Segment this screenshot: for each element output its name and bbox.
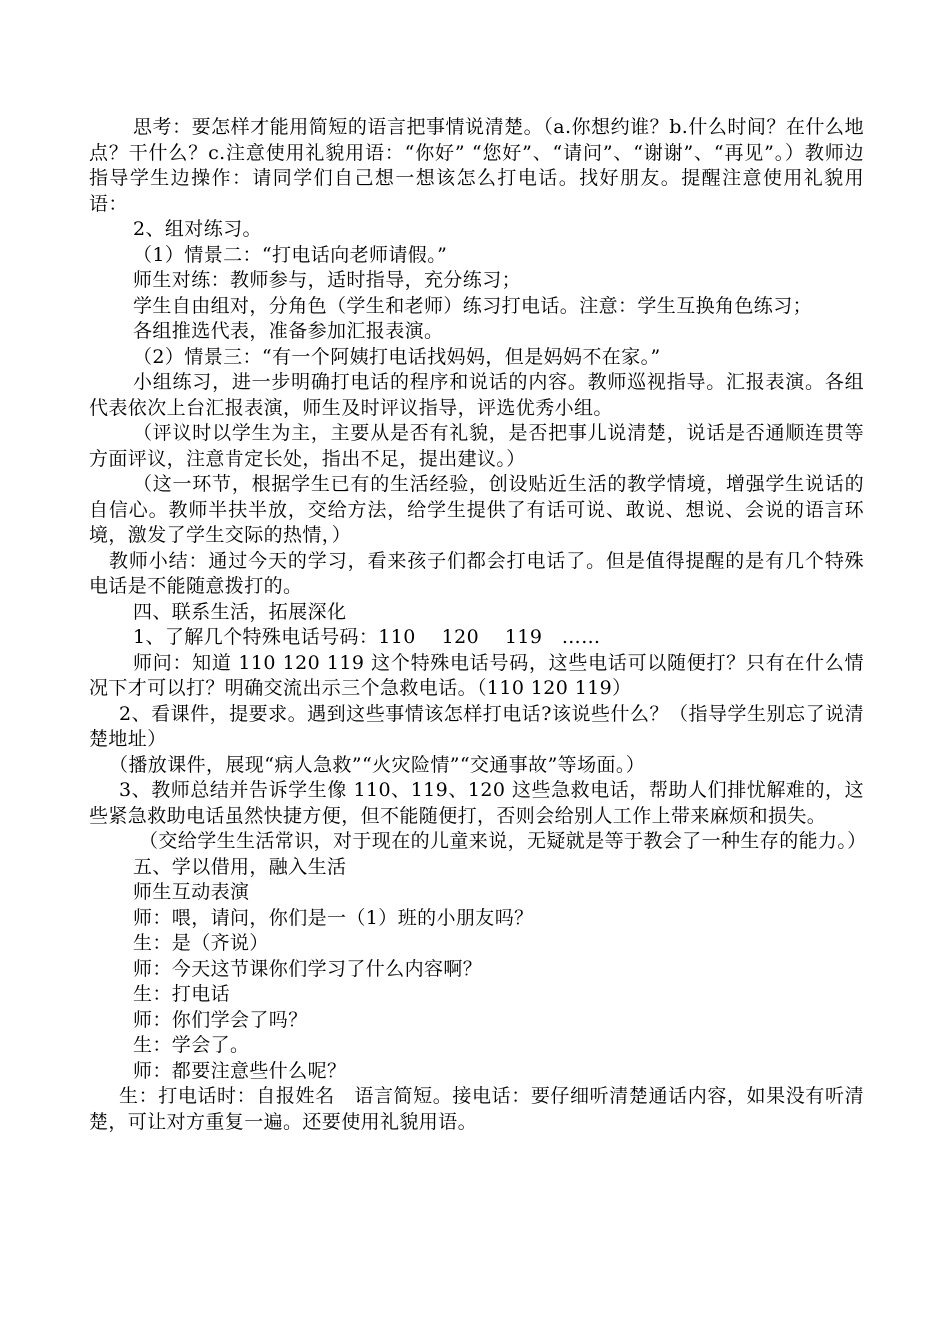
dialogue-line: 师：你们学会了吗？ bbox=[133, 1008, 308, 1031]
paragraph-group-exercise: 小组练习，进一步明确打电话的程序和说话的内容。教师巡视指导。汇报表演。各组代表依次上台汇报表演，师生及时评议指导，评选优秀小组。 bbox=[89, 371, 864, 419]
paragraph-design-note: （这一环节，根据学生已有的生活经验，创设贴近生活的教学情境，增强学生说话的自信心。教师半扶半放，交给方法，给学生提供了有话可说、敢说、想说、会说的语言环境，激发了学生交际的热情，） bbox=[89, 473, 864, 546]
paragraph-emergency-summary: 3、教师总结并告诉学生像 110、119、120 这些急救电话，帮助人们排忧解难的，这些紧急救助电话虽然快捷方便，但不能随便打，否则会给别人工作上带来麻烦和损失。 bbox=[89, 779, 864, 827]
paragraph-play-courseware: （播放课件，展现“病人急救”“火灾险情”“交通事故”等场面。） bbox=[109, 753, 646, 776]
paragraph-special-numbers: 1、了解几个特殊电话号码：110 120 119 …… bbox=[133, 626, 601, 648]
document-body bbox=[89, 115, 867, 1135]
paragraph-free-pairs: 学生自由组对，分角色（学生和老师）练习打电话。注意：学生互换角色练习； bbox=[133, 294, 813, 317]
paragraph-teacher-summary: 教师小结：通过今天的学习，看来孩子们都会打电话了。但是值得提醒的是有几个特殊电话是不能随意拨打的。 bbox=[89, 549, 864, 597]
paragraph-representatives: 各组推选代表，准备参加汇报表演。 bbox=[133, 320, 444, 342]
paragraph-life-knowledge: （交给学生生活常识，对于现在的儿童来说，无疑就是等于教会了一种生存的能力。） bbox=[139, 830, 867, 852]
dialogue-line: 生：是（齐说） bbox=[133, 932, 269, 954]
paragraph-scenario-three: （2）情景三：“有一个阿姨打电话找妈妈，但是妈妈不在家。” bbox=[133, 345, 661, 368]
section-heading-five: 五、学以借用，融入生活 bbox=[133, 855, 347, 878]
dialogue-line: 生：学会了。 bbox=[133, 1034, 250, 1056]
section-heading-four: 四、联系生活，拓展深化 bbox=[133, 600, 347, 623]
dialogue-line: 生：打电话 bbox=[133, 983, 231, 1005]
paragraph-scenario-two: （1）情景二：“打电话向老师请假。” bbox=[133, 243, 448, 266]
paragraph-group-practice: 2、组对练习。 bbox=[133, 218, 262, 240]
dialogue-line-final: 生：打电话时：自报姓名 语言简短。接电话：要仔细听清楚通话内容，如果没有听清楚，可让对方重复一遍。还要使用礼貌用语。 bbox=[89, 1085, 864, 1133]
paragraph-courseware: 2、看课件，提要求。遇到这些事情该怎样打电话?该说些什么？（指导学生别忘了说清楚地址） bbox=[89, 702, 864, 750]
paragraph-teacher-question: 师问：知道 110 120 119 这个特殊电话号码，这些电话可以随便打？只有在什么情况下才可以打？明确交流出示三个急救电话。（110 120 119） bbox=[89, 651, 864, 699]
paragraph-evaluation-note: （评议时以学生为主，主要从是否有礼貌，是否把事儿说清楚，说话是否通顺连贯等方面评议，注意肯定长处，指出不足，提出建议。） bbox=[89, 422, 864, 470]
paragraph-teacher-student-practice: 师生对练：教师参与，适时指导，充分练习； bbox=[133, 269, 522, 291]
paragraph-thinking: 思考：要怎样才能用简短的语言把事情说清楚。（a.你想约谁？b.什么时间？在什么地点？干什么？c.注意使用礼貌用语：“你好” “您好”、“请问”、“谢谢”、“再见”。）教师边指导学生边操作：请同学们自己想一想该怎么打电话。找好朋友。提醒注意使用礼貌用语： bbox=[89, 116, 864, 215]
dialogue-line: 师：喂，请问，你们是一（1）班的小朋友吗？ bbox=[133, 906, 534, 929]
dialogue-line: 师：都要注意些什么呢？ bbox=[133, 1059, 347, 1082]
paragraph-interactive-performance: 师生互动表演 bbox=[133, 881, 250, 903]
dialogue-line: 师：今天这节课你们学习了什么内容啊？ bbox=[133, 957, 483, 980]
